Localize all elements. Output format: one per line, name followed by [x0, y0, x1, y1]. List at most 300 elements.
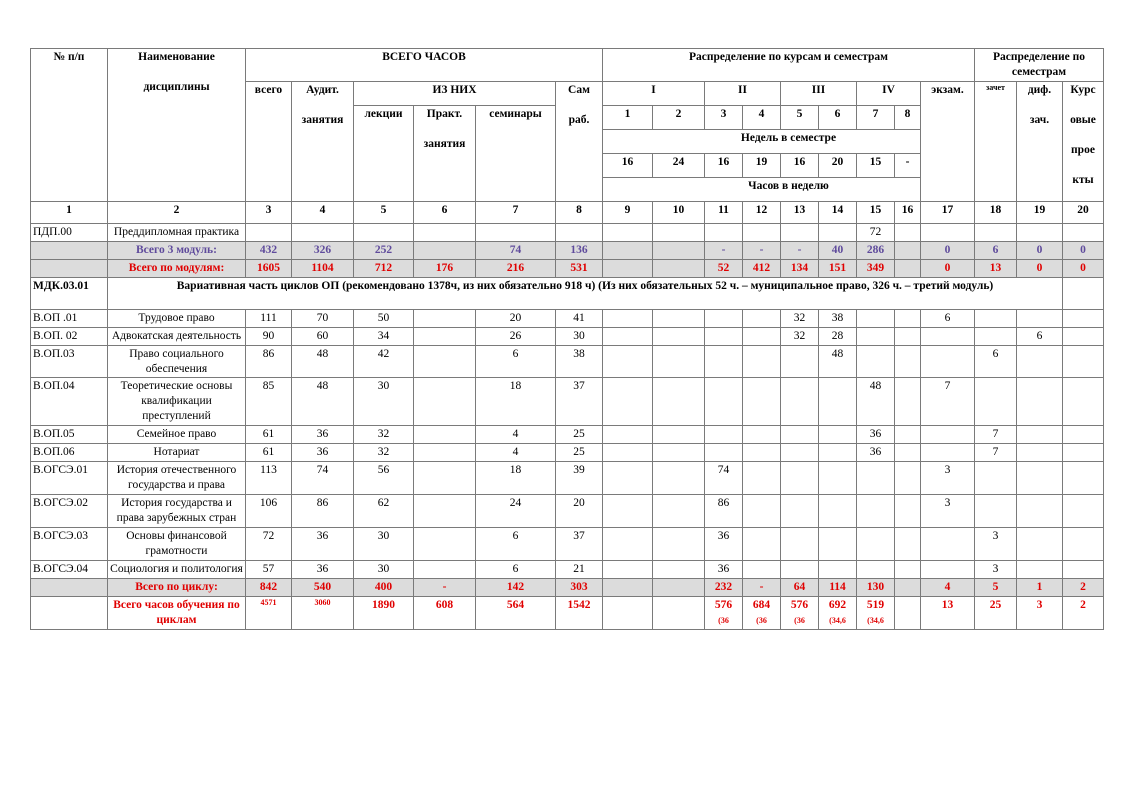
table-cell: [246, 223, 292, 241]
column-number: 1: [31, 201, 108, 223]
header-weeks-value: 24: [653, 153, 705, 177]
table-cell: [354, 426, 414, 444]
table-row: [31, 560, 1104, 578]
table-cell: [603, 527, 653, 560]
header-kurs-line1: Курс: [1070, 83, 1096, 96]
cell-value: 286: [866, 243, 885, 256]
table-cell: [819, 426, 857, 444]
table-cell: [705, 241, 743, 259]
row-code: [31, 241, 108, 259]
column-number: 4: [292, 201, 354, 223]
table-cell: [414, 378, 476, 426]
table-cell: [975, 259, 1017, 277]
table-cell: [921, 462, 975, 495]
table-cell: [414, 241, 476, 259]
table-cell: [354, 527, 414, 560]
table-cell: [246, 462, 292, 495]
table-cell: [895, 444, 921, 462]
cell-value: 6: [512, 562, 519, 575]
cell-value: 7: [992, 428, 999, 441]
cell-value: 30: [573, 329, 585, 342]
cell-value: 6: [992, 347, 999, 360]
column-number: 20: [1063, 201, 1104, 223]
table-cell: [653, 309, 705, 327]
cell-value: 37: [573, 380, 585, 393]
table-cell: [292, 223, 354, 241]
table-row: [31, 426, 1104, 444]
cell-value: 86: [262, 347, 275, 360]
cell-value: 111: [260, 311, 277, 324]
header-dif-line1: диф.: [1027, 83, 1052, 96]
header-weeks-value: 20: [819, 153, 857, 177]
cell-value: 1104: [311, 261, 334, 274]
table-cell: [975, 462, 1017, 495]
table-cell: [354, 462, 414, 495]
table-cell: [653, 223, 705, 241]
table-cell: [414, 527, 476, 560]
table-cell: [603, 327, 653, 345]
row-name: Семейное право: [108, 426, 246, 444]
table-cell: [653, 426, 705, 444]
row-code: В.ОП .01: [31, 309, 108, 327]
table-cell: [653, 378, 705, 426]
header-weeks-label: Недель в семестре: [603, 129, 975, 153]
cell-value: 18: [509, 380, 522, 393]
table-cell: [292, 444, 354, 462]
table-cell: [653, 259, 705, 277]
row-code: В.ОП.04: [31, 378, 108, 426]
cell-value: 216: [506, 261, 525, 274]
cell-value: 4: [512, 428, 519, 441]
table-cell: [857, 309, 895, 327]
row-name: Всего часов обучения по циклам: [108, 596, 246, 629]
column-number: 15: [857, 201, 895, 223]
cell-value: -: [442, 580, 447, 593]
cell-value: 25: [573, 446, 585, 459]
cell-value: 692: [828, 598, 847, 611]
cell-value: 36: [717, 529, 730, 542]
table-cell: [975, 345, 1017, 378]
table-header: [31, 49, 1104, 224]
table-cell: [921, 345, 975, 378]
row-code: В.ОГСЭ.02: [31, 495, 108, 528]
header-semester-1: 1: [603, 105, 653, 129]
cell-value: 3: [944, 464, 951, 477]
table-cell: [476, 527, 556, 560]
cell-value: 20: [509, 311, 522, 324]
table-cell: [1017, 309, 1063, 327]
row-code: [31, 596, 108, 629]
table-cell: [292, 462, 354, 495]
header-name: [108, 49, 246, 202]
header-weeks-value: 16: [781, 153, 819, 177]
table-cell: [246, 596, 292, 629]
cell-value: 576: [714, 598, 733, 611]
table-cell: [653, 578, 705, 596]
table-cell: [246, 426, 292, 444]
table-cell: [743, 527, 781, 560]
cell-value: 72: [869, 225, 882, 238]
header-kurs-line3: прое: [1071, 143, 1095, 156]
cell-value: 56: [377, 464, 390, 477]
cell-value: 25: [573, 428, 585, 441]
table-cell: [246, 578, 292, 596]
cell-value: 1: [1036, 580, 1043, 593]
table-cell: [975, 309, 1017, 327]
cell-value: 151: [828, 261, 847, 274]
table-cell: [819, 345, 857, 378]
header-audit-line2: занятия: [301, 113, 344, 126]
table-cell: [603, 596, 653, 629]
table-cell: [476, 560, 556, 578]
cell-value: 86: [717, 497, 730, 509]
cell-value: 0: [1036, 261, 1043, 274]
header-kurs-line2: овые: [1070, 113, 1096, 126]
cell-value: 4: [944, 580, 951, 593]
table-cell: [781, 495, 819, 528]
cell-value: 0: [944, 261, 951, 274]
header-prakt-line2: занятия: [423, 137, 466, 150]
table-cell: [246, 327, 292, 345]
table-cell: [292, 578, 354, 596]
cell-subvalue: (34,6: [867, 615, 884, 625]
header-semester-4: 4: [743, 105, 781, 129]
table-cell: [1017, 444, 1063, 462]
table-cell: [556, 241, 603, 259]
row-name: Нотариат: [108, 444, 246, 462]
table-row: [31, 462, 1104, 495]
column-number: 9: [603, 201, 653, 223]
cell-value: 32: [793, 311, 806, 324]
table-cell: [857, 495, 895, 528]
table-cell: [414, 327, 476, 345]
cell-value: 36: [869, 428, 882, 441]
header-course-2: II: [705, 81, 781, 105]
table-cell: [354, 327, 414, 345]
table-cell: [819, 444, 857, 462]
cell-subvalue: (36: [794, 615, 805, 625]
header-weeks-value: 19: [743, 153, 781, 177]
cell-value: 6: [992, 243, 999, 256]
table-cell: [975, 527, 1017, 560]
cell-value: 32: [377, 446, 390, 459]
table-cell: [603, 223, 653, 241]
table-cell: [1063, 596, 1104, 629]
cell-value: 2: [1080, 580, 1086, 593]
table-cell: [857, 259, 895, 277]
table-cell: [781, 327, 819, 345]
table-cell: [781, 578, 819, 596]
header-course-4: IV: [857, 81, 921, 105]
table-cell: [556, 259, 603, 277]
header-hours-week-label: Часов в неделю: [603, 177, 975, 201]
cell-value: 712: [374, 261, 393, 274]
cell-value: 540: [313, 580, 332, 593]
table-row: [31, 578, 1104, 596]
table-cell: [476, 259, 556, 277]
cell-value: 36: [316, 529, 329, 542]
table-cell: [556, 462, 603, 495]
table-cell: [743, 426, 781, 444]
table-cell: [556, 560, 603, 578]
cell-value: -: [721, 243, 726, 256]
table-cell: [603, 309, 653, 327]
table-cell: [1063, 241, 1104, 259]
cell-value: 3: [992, 529, 999, 542]
table-cell: [414, 462, 476, 495]
table-cell: [1017, 596, 1063, 629]
header-audit: [292, 81, 354, 201]
table-cell: [246, 560, 292, 578]
table-cell: [476, 327, 556, 345]
cell-value: 4: [512, 446, 519, 459]
table-cell: [781, 462, 819, 495]
table-cell: [292, 426, 354, 444]
table-cell: [556, 309, 603, 327]
table-cell: [246, 378, 292, 426]
cell-value: 60: [316, 329, 329, 342]
column-number: 12: [743, 201, 781, 223]
table-cell: [921, 495, 975, 528]
table-cell: [292, 560, 354, 578]
column-number: 14: [819, 201, 857, 223]
table-cell: [743, 462, 781, 495]
table-cell: [476, 495, 556, 528]
row-code: В.ОП.06: [31, 444, 108, 462]
table-cell: [246, 309, 292, 327]
table-cell: [603, 345, 653, 378]
column-number: 16: [895, 201, 921, 223]
header-name-line1: Наименование: [138, 51, 215, 63]
cell-value: 41: [573, 311, 585, 324]
cell-value: 36: [316, 446, 329, 459]
cell-value: 30: [377, 380, 390, 393]
table-cell: [354, 560, 414, 578]
table-cell: [781, 378, 819, 426]
table-cell: [1017, 578, 1063, 596]
table-cell: [603, 560, 653, 578]
table-cell: [705, 223, 743, 241]
table-cell: [354, 596, 414, 629]
table-cell: [705, 495, 743, 528]
table-cell: [603, 426, 653, 444]
table-cell: [556, 327, 603, 345]
table-cell: [292, 345, 354, 378]
cell-value: 42: [377, 347, 390, 360]
table-cell: [975, 495, 1017, 528]
table-cell: [476, 309, 556, 327]
column-number: 17: [921, 201, 975, 223]
cell-value: 114: [829, 580, 846, 593]
table-cell: [603, 378, 653, 426]
table-cell: [921, 527, 975, 560]
cell-value: 57: [262, 562, 275, 575]
row-name: Всего по модулям:: [108, 259, 246, 277]
table-cell: [603, 444, 653, 462]
table-cell: [246, 495, 292, 528]
column-number: 6: [414, 201, 476, 223]
table-cell: [857, 327, 895, 345]
cell-value: 85: [262, 380, 275, 393]
table-cell: [292, 309, 354, 327]
header-semester-3: 3: [705, 105, 743, 129]
table-cell: [354, 309, 414, 327]
cell-value: 48: [316, 347, 329, 360]
table-cell: [476, 345, 556, 378]
table-cell: [292, 596, 354, 629]
table-cell: [292, 378, 354, 426]
table-cell: [1017, 241, 1063, 259]
row-name: Всего 3 модуль:: [108, 241, 246, 259]
table-cell: [354, 241, 414, 259]
table-cell: [1063, 327, 1104, 345]
cell-value: 64: [793, 580, 806, 593]
table-cell: [556, 596, 603, 629]
table-cell: [781, 596, 819, 629]
table-cell: [246, 259, 292, 277]
table-cell: [743, 241, 781, 259]
cell-value: 39: [573, 464, 585, 477]
cell-value: 48: [831, 347, 844, 360]
table-cell: [246, 345, 292, 378]
header-semester-2: 2: [653, 105, 705, 129]
table-cell: [857, 426, 895, 444]
table-body: [31, 223, 1104, 629]
cell-value: 6: [512, 529, 519, 542]
column-number: 8: [556, 201, 603, 223]
table-cell: [603, 241, 653, 259]
table-cell: [476, 578, 556, 596]
table-cell: [819, 462, 857, 495]
table-cell: [781, 241, 819, 259]
cell-value: 24: [509, 497, 522, 509]
table-cell: [705, 560, 743, 578]
header-course-1: I: [603, 81, 705, 105]
cell-value: 30: [377, 529, 390, 542]
row-code: В.ОП. 02: [31, 327, 108, 345]
table-row: [31, 378, 1104, 426]
table-cell: [1063, 495, 1104, 528]
cell-value: 608: [435, 598, 454, 611]
cell-value: 0: [1036, 243, 1043, 256]
header-total-hours: ВСЕГО ЧАСОВ: [246, 49, 603, 82]
table-cell: [895, 426, 921, 444]
table-cell: [743, 345, 781, 378]
table-cell: [857, 596, 895, 629]
cell-value: 20: [573, 497, 585, 509]
cell-value: 38: [831, 311, 844, 324]
table-cell: [246, 241, 292, 259]
table-cell: [819, 560, 857, 578]
column-number: 5: [354, 201, 414, 223]
header-vsego: всего: [246, 81, 292, 201]
table-cell: [354, 259, 414, 277]
table-cell: [1017, 378, 1063, 426]
cell-subvalue: (34,6: [829, 615, 846, 625]
table-cell: [705, 345, 743, 378]
table-cell: [556, 578, 603, 596]
cell-value: 13: [989, 261, 1002, 274]
table-cell: [653, 327, 705, 345]
table-cell: [1063, 578, 1104, 596]
table-cell: [354, 378, 414, 426]
cell-value: 30: [377, 562, 390, 575]
table-row: [31, 527, 1104, 560]
table-cell: [781, 426, 819, 444]
row-code: В.ОП.03: [31, 345, 108, 378]
table-row: [31, 309, 1104, 327]
table-cell: [603, 259, 653, 277]
table-cell: [705, 327, 743, 345]
table-cell: [895, 223, 921, 241]
cell-value: 38: [573, 347, 585, 360]
table-cell: [556, 223, 603, 241]
row-code: В.ОГСЭ.04: [31, 560, 108, 578]
row-name: История государства и права зарубежных стран: [108, 495, 246, 528]
cell-value: 21: [573, 562, 585, 575]
cell-subvalue: (36: [756, 615, 767, 625]
header-prakt-line1: Практ.: [426, 107, 463, 120]
table-row: [31, 241, 1104, 259]
table-cell: [414, 578, 476, 596]
cell-value: 106: [259, 497, 278, 509]
table-cell: [975, 426, 1017, 444]
table-cell: [1063, 444, 1104, 462]
table-cell: [921, 223, 975, 241]
row-code: В.ОГСЭ.01: [31, 462, 108, 495]
cell-value: 432: [259, 243, 278, 256]
table-row: [31, 345, 1104, 378]
table-cell: [921, 241, 975, 259]
cell-value: 40: [831, 243, 844, 256]
cell-value: -: [797, 243, 802, 256]
column-number: 3: [246, 201, 292, 223]
cell-value: 90: [262, 329, 275, 342]
cell-value: 48: [316, 380, 329, 393]
header-weeks-value: 16: [603, 153, 653, 177]
cell-value: 349: [866, 261, 885, 274]
table-cell: [414, 259, 476, 277]
table-row: [31, 444, 1104, 462]
table-cell: [556, 444, 603, 462]
table-cell: [414, 223, 476, 241]
row-name: Трудовое право: [108, 309, 246, 327]
table-cell: [414, 444, 476, 462]
header-sam-line2: раб.: [568, 113, 590, 126]
cell-value: 4571: [260, 597, 277, 607]
table-cell: [895, 462, 921, 495]
cell-value: 74: [717, 464, 730, 477]
table-cell: [414, 345, 476, 378]
column-number: 11: [705, 201, 743, 223]
row-code: ПДП.00: [31, 223, 108, 241]
table-cell: [975, 560, 1017, 578]
table-cell: [743, 444, 781, 462]
table-cell: [653, 345, 705, 378]
cell-value: 0: [944, 243, 951, 256]
table-cell: [705, 259, 743, 277]
row-name: Адвокатская деятельность: [108, 327, 246, 345]
cell-value: 303: [570, 580, 588, 593]
curriculum-table: [30, 48, 1104, 630]
table-cell: [1017, 223, 1063, 241]
table-cell: [292, 327, 354, 345]
table-cell: [556, 495, 603, 528]
cell-value: 3: [992, 562, 999, 575]
table-cell: [921, 444, 975, 462]
table-cell: [921, 309, 975, 327]
table-cell: [354, 223, 414, 241]
